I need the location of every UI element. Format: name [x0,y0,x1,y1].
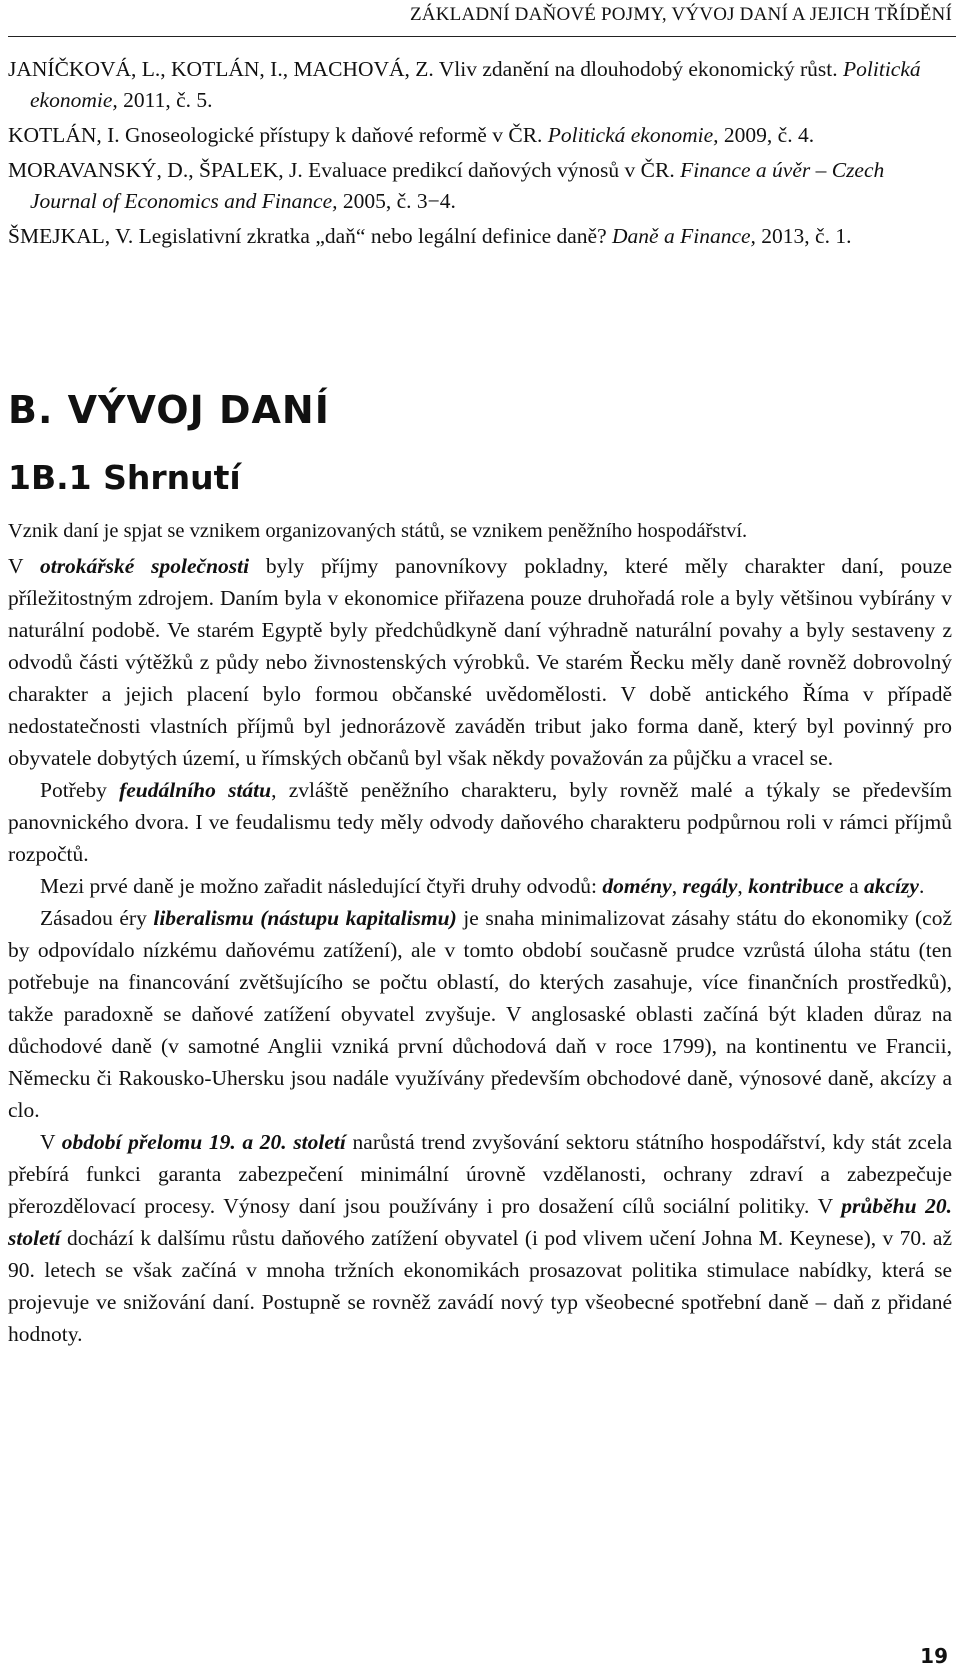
subsection-title: 1B.1 Shrnutí [8,458,241,497]
reference-issue: 2011, č. 5. [117,88,213,112]
paragraph-20th-century [8,1126,952,1350]
paragraph-first-taxes [8,870,952,902]
text-run: V [8,554,40,578]
reference-journal: Finance a úvěr – Czech Journal of Economics and Finance, [30,158,885,213]
text-run: , [671,874,683,898]
reference-journal: Daně a Finance, [612,224,756,248]
reference-journal: Politická ekonomie, [30,57,921,112]
text-run: narůstá trend zvyšování sektoru státního hospodářství, kdy stát zcela přebírá funkci garanta zabezpečení minimální úrovně vzdělanosti, ochrany zdraví a zabezpečuje přerozdělovací procesy. Výnosy daní jsou používány i pro dosažení cílů sociální politiky. V [8,1130,953,1218]
reference-item [8,120,956,151]
text-run: , [737,874,749,898]
text-run: a [843,874,864,898]
reference-text: KOTLÁN, I. Gnoseologické přístupy k daňové reformě v ČR. [8,123,548,147]
lead-paragraph: Vznik daní je spjat se vznikem organizovaných států, se vznikem peněžního hospodářství. [8,520,748,542]
reference-item [8,155,956,217]
text-run: , zvláště peněžního charakteru, byly rovněž malé a týkaly se především panovnického dvora. I ve feudalismu tedy měly odvody daňového charakteru podpůrnou roli v rámci příjmů rozpočtů. [8,778,953,866]
text-run: Potřeby [40,778,120,802]
text-run: byly příjmy panovníkovy pokladny, které měly charakter daní, pouze příležitostným zdrojem. Daním byla v ekonomice přiřazena pouze druhořadá role a byly většinou vybírány v naturální podobě. Ve starém Egyptě byly předchůdkyně daní výhradně naturální povahy a byly sestaveny z odvodů části výtěžků z půdy nebo živnostenských výrobků. Ve starém Řecku měly daně rovněž dobrovolný charakter a jejich placení bylo formou občanské uvědomělosti. V době antického Říma v případě nedostatečnosti vlastních příjmů byl jednorázově zaváděn tribut jako forma daně, který byl povinný pro obyvatele dobytých území, u římských občanů byl však někdy považován za půjčku a vracel se. [8,554,952,770]
reference-item [8,54,956,116]
reference-journal: Politická ekonomie, [547,123,719,147]
emphasis-term: akcízy [864,874,919,898]
header-rule [8,36,956,37]
emphasis-term: období přelomu 19. a 20. století [61,1130,346,1154]
emphasis-term: liberalismu (nástupu kapitalismu) [153,906,457,930]
reference-text: MORAVANSKÝ, D., ŠPALEK, J. Evaluace predikcí daňových výnosů v ČR. [8,158,681,182]
emphasis-term: otrokářské společnosti [39,554,250,578]
reference-text: ŠMEJKAL, V. Legislativní zkratka „daň“ nebo legální definice daně? [8,224,613,248]
emphasis-term: domény [602,874,672,898]
text-run: dochází k dalšímu růstu daňového zatížení obyvatel (i pod vlivem učení Johna M. Keynese), v 70. až 90. letech se však začíná v mnoha tržních ekonomikách prosazovat politika stimulace nabídky, která se projevuje ve snižování daní. Postupně se rovněž zavádí nový typ všeobecné spotřební daně – daň z přidané hodnoty. [8,1226,952,1346]
emphasis-term: kontribuce [748,874,844,898]
book-page [8,0,956,1680]
text-run: je snaha minimalizovat zásahy státu do ekonomiky (což by odpovídalo nízkému daňovému zatížení), ale v tomto období současně prudce vzrůstá úloha státu (ten potřebuje na financování zvětšujícího se počtu oblastí, do kterých zasahuje, více finančních prostředků), takže paradoxně se daňové zatížení obyvatel zvyšuje. V anglosaské oblasti začíná být kladen důraz na důchodové daně (v samotné Anglii vzniká první důchodová daň v roce 1799), na kontinentu ve Francii, Německu či Rakousko-Uhersku jsou nadále využívány především obchodové daně, výnosové daně, akcízy a clo. [8,906,952,1122]
section-title: B. VÝVOJ DANÍ [8,388,330,432]
emphasis-term: feudálního státu [119,778,272,802]
text-run: Zásadou éry [40,906,154,930]
paragraph-slave-society [8,550,952,774]
page-number: 19 [920,1644,948,1668]
text-run: V [40,1130,62,1154]
text-run: Mezi prvé daně je možno zařadit následující čtyři druhy odvodů: [40,874,603,898]
running-header: ZÁKLADNÍ DAŇOVÉ POJMY, VÝVOJ DANÍ A JEJICH TŘÍDĚNÍ [409,4,952,25]
reference-issue: 2009, č. 4. [718,123,815,147]
emphasis-term: průběhu 20. století [8,1194,952,1250]
emphasis-term: regály [682,874,738,898]
paragraph-feudal-state [8,774,952,870]
reference-item [8,221,956,252]
text-run: . [918,874,925,898]
paragraph-liberalism [8,902,952,1126]
body-text [8,516,952,1350]
reference-list [8,54,956,256]
reference-issue: 2013, č. 1. [755,224,852,248]
reference-text: JANÍČKOVÁ, L., KOTLÁN, I., MACHOVÁ, Z. Vliv zdanění na dlouhodobý ekonomický růst. [8,57,844,81]
reference-issue: 2005, č. 3−4. [337,189,456,213]
